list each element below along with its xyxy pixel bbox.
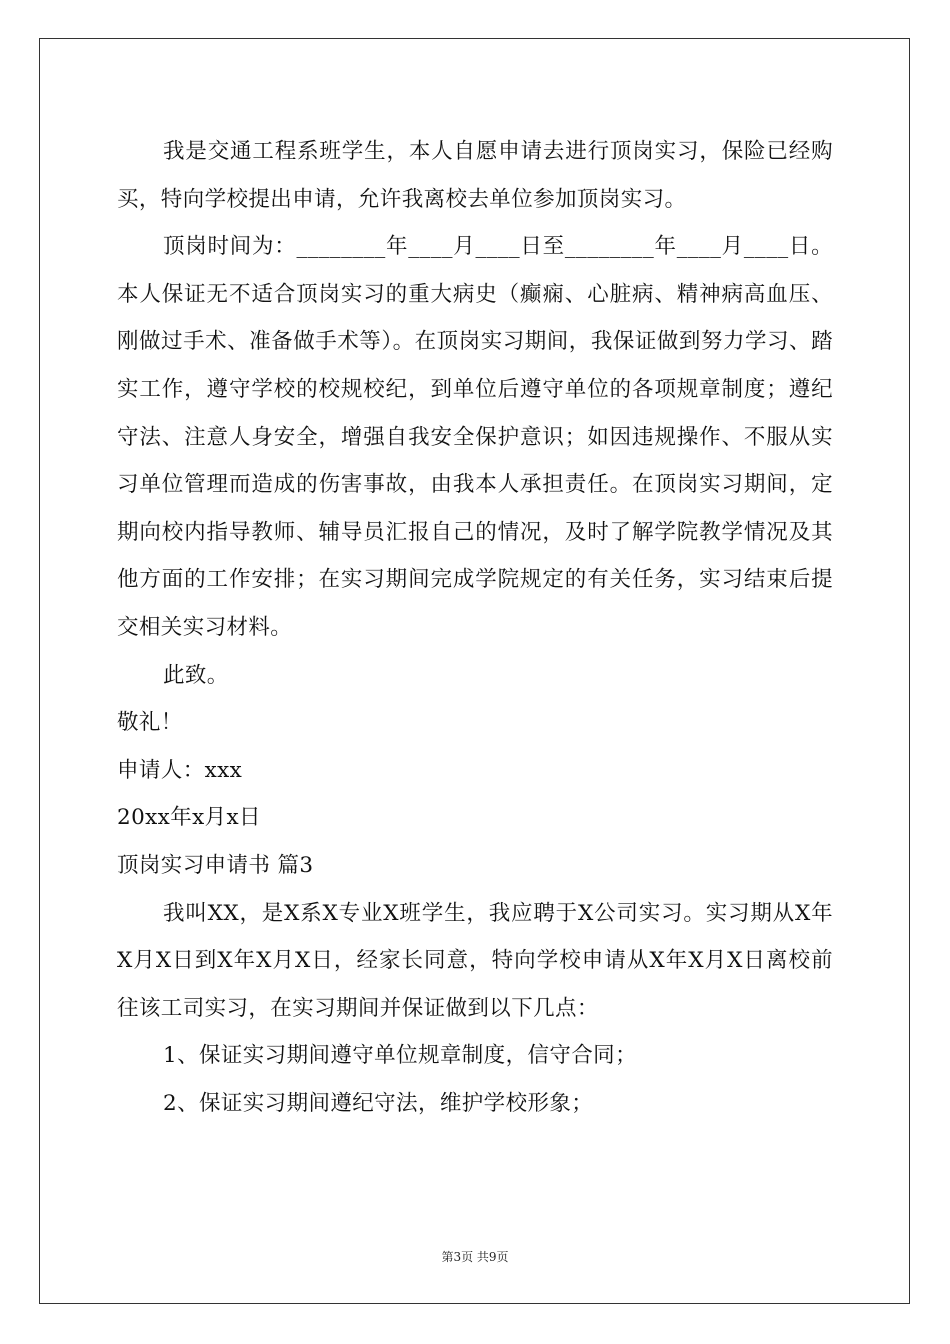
paragraph-salutation: 敬礼！: [117, 710, 183, 736]
paragraph-section3-intro: 我叫XX，是X系X专业X班学生，我应聘于X公司实习。实习期从X年X月X日到X年X月X日，经家长同意，特向学校申请从X年X月X日离校前往该工司实习，在实习期间并保证做到以下几点：: [117, 900, 833, 1021]
section-heading: 顶岗实习申请书 篇3: [117, 852, 314, 878]
page-number: 第3页 共9页: [441, 1250, 509, 1264]
paragraph-application-intro: 我是交通工程系班学生，本人自愿申请去进行顶岗实习，保险已经购买，特向学校提出申请，允许我离校去单位参加顶岗实习。: [117, 139, 833, 212]
list-item-2: 2、保证实习期间遵纪守法，维护学校形象；: [163, 1090, 594, 1116]
paragraph-applicant: 申请人：xxx: [117, 757, 243, 783]
paragraph-internship-period: 顶岗时间为：________年____月____日至________年____月____日。本人保证无不适合顶岗实习的重大病史（癫痫、心脏病、精神病高血压、刚做过手术、准备做手术等）。在顶岗实习期间，我保证做到努力学习、踏实工作，遵守学校的校规校纪，到单位后遵守单位的各项规章制度；遵纪守法、注意人身安全，增强自我安全保护意识；如因违规操作、不服从实习单位管理而造成的伤害事故，由我本人承担责任。在顶岗实习期间，定期向校内指导教师、辅导员汇报自己的情况，及时了解学院教学情况及其他方面的工作安排；在实习期间完成学院规定的有关任务，实习结束后提交相关实习材料。: [117, 234, 833, 640]
document-body: [117, 128, 833, 1127]
list-item-1: 1、保证实习期间遵守单位规章制度，信守合同；: [163, 1043, 637, 1069]
paragraph-date: 20xx年x月x日: [117, 805, 261, 831]
paragraph-closing: 此致。: [163, 662, 229, 688]
